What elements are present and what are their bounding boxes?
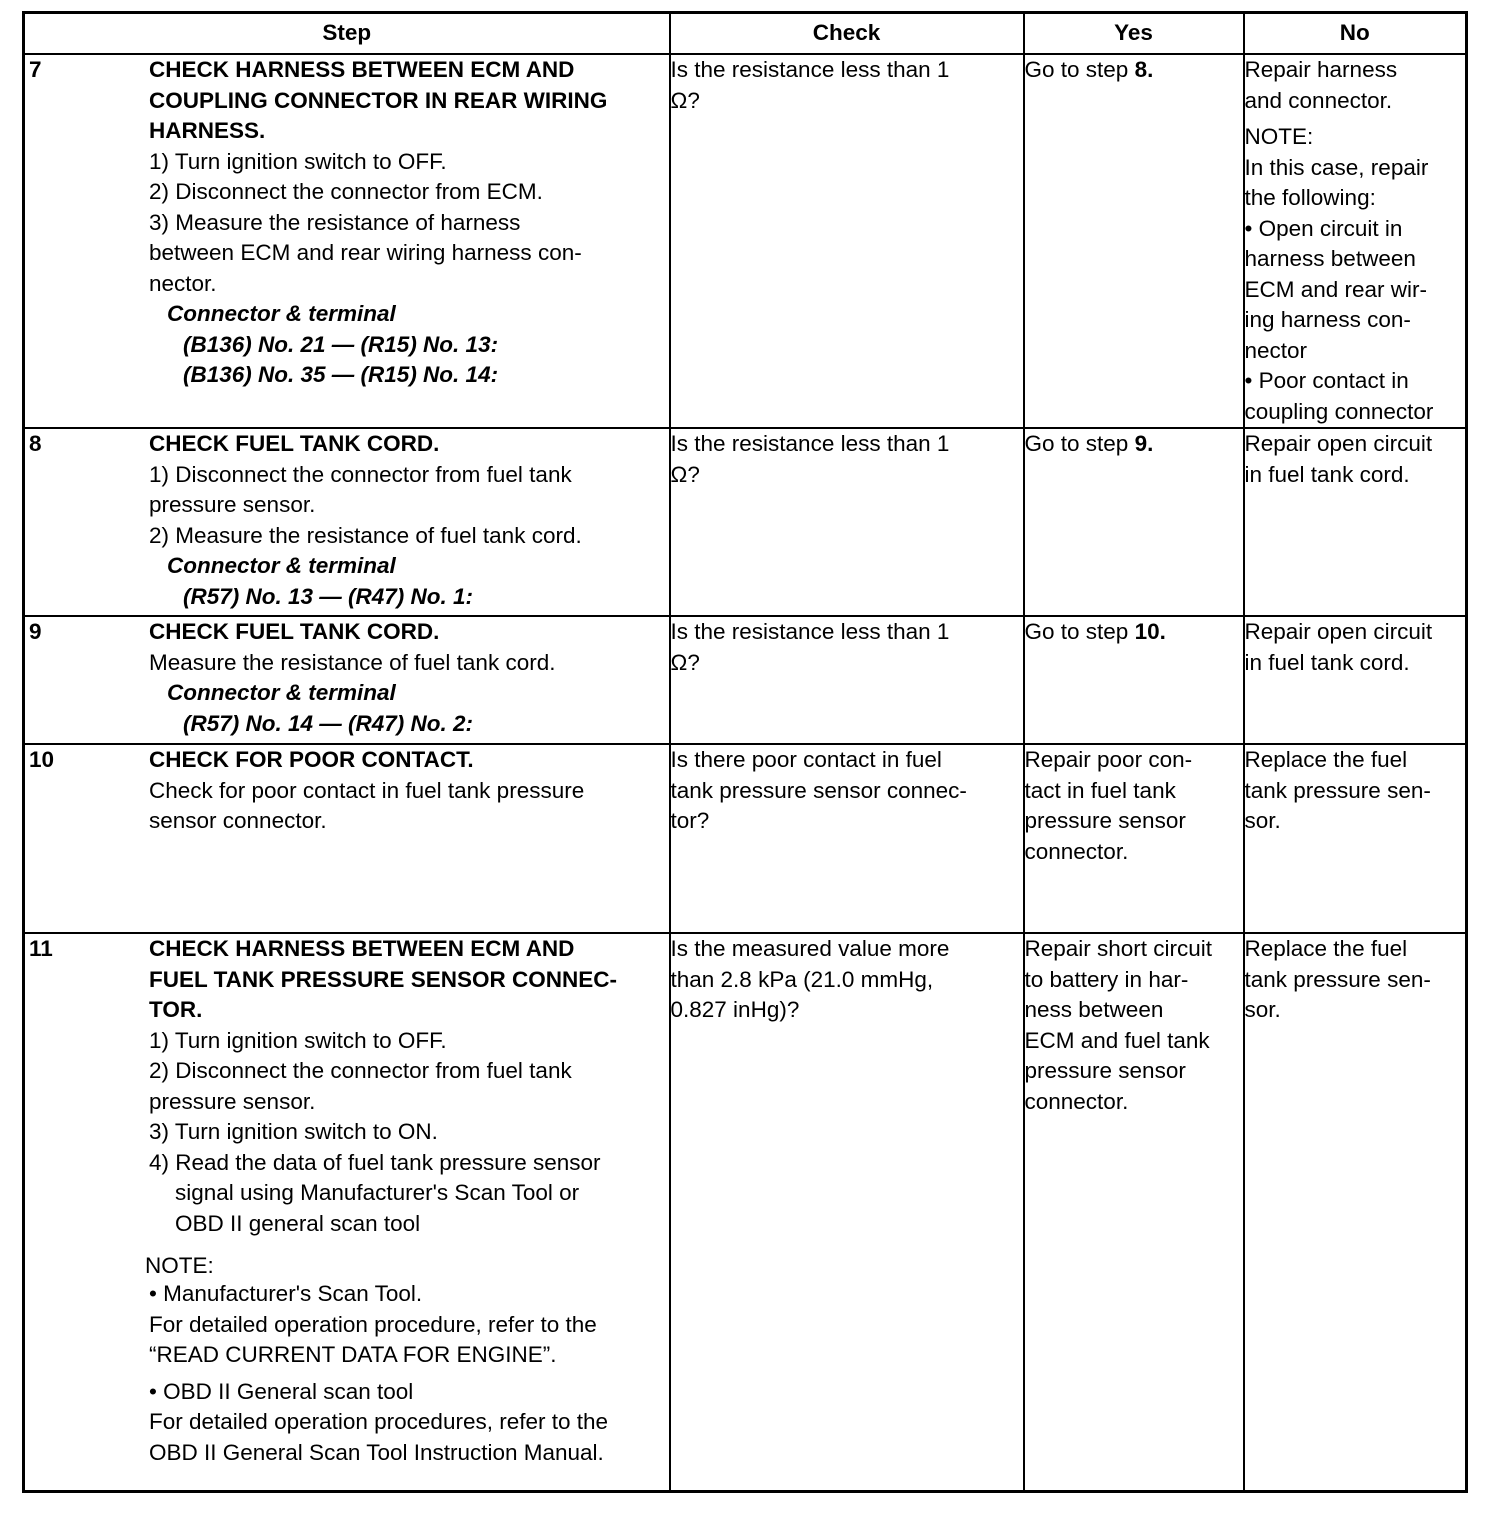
check-cell [670, 616, 1024, 744]
connector-label: Connector & terminal [167, 301, 396, 326]
yes-text: ECM and fuel tank [1024, 1027, 1210, 1053]
step-instruction: 4) Read the data of fuel tank pressure sensor [149, 1149, 601, 1175]
header-yes: Yes [1024, 13, 1244, 55]
step-instruction: 2) Disconnect the connector from ECM. [149, 179, 543, 204]
no-text: Replace the fuel [1244, 936, 1408, 961]
note-text: “READ CURRENT DATA FOR ENGINE”. [149, 1342, 557, 1367]
yes-text: connector. [1024, 1088, 1129, 1114]
no-cell [1244, 616, 1467, 744]
yes-step-ref: 9. [1134, 431, 1154, 456]
step-cell [24, 428, 670, 616]
step-number: 11 [29, 936, 53, 961]
header-row [24, 13, 1467, 55]
note-label: NOTE: [1244, 124, 1314, 149]
note-label: NOTE: [145, 1253, 214, 1278]
step-instruction: pressure sensor. [149, 492, 316, 517]
yes-text: ness between [1024, 997, 1164, 1022]
no-cell [1244, 428, 1467, 616]
step-instruction: Check for poor contact in fuel tank pressure [149, 777, 585, 803]
yes-step-ref: 10. [1134, 619, 1166, 644]
check-text: tank pressure sensor connec- [670, 777, 967, 803]
step-instruction: sensor connector. [149, 808, 327, 833]
yes-text: to battery in har- [1024, 966, 1189, 992]
step-instruction: 1) Disconnect the connector from fuel tank [149, 461, 572, 487]
step-instruction: Measure the resistance of fuel tank cord. [149, 649, 556, 675]
no-text: and connector. [1244, 87, 1393, 113]
no-text: Repair open circuit [1244, 431, 1433, 456]
check-text: Is the measured value more [670, 936, 950, 961]
connector-label: Connector & terminal [167, 553, 396, 578]
terminal-spec: (B136) No. 21 — (R15) No. 13: [183, 331, 499, 357]
check-text: tor? [670, 808, 710, 833]
no-text: tank pressure sen- [1244, 966, 1431, 992]
check-text: 0.827 inHg)? [670, 997, 800, 1022]
step-cell [24, 933, 670, 1492]
note-text: In this case, repair [1244, 154, 1429, 180]
step-title-line: CHECK HARNESS BETWEEN ECM AND [149, 936, 575, 961]
table-row [24, 54, 1467, 428]
check-text: Ω? [670, 461, 700, 487]
step-cell [24, 54, 670, 428]
step-instruction: signal using Manufacturer's Scan Tool or [175, 1180, 580, 1205]
check-cell [670, 54, 1024, 428]
step-instruction: between ECM and rear wiring harness con- [149, 240, 582, 265]
no-text: in fuel tank cord. [1244, 649, 1410, 675]
note-text: nector [1244, 337, 1308, 363]
step-title-line: HARNESS. [149, 118, 266, 143]
yes-cell [1024, 428, 1244, 616]
step-instruction: 1) Turn ignition switch to OFF. [149, 148, 447, 174]
note-text: • Poor contact in [1244, 368, 1409, 393]
yes-cell [1024, 744, 1244, 933]
check-text: Is there poor contact in fuel [670, 747, 942, 772]
check-text: Is the resistance less than 1 [670, 431, 950, 456]
step-title-line: TOR. [149, 997, 203, 1022]
step-number: 8 [29, 431, 42, 456]
step-title-line: CHECK FUEL TANK CORD. [149, 431, 440, 456]
step-number: 7 [29, 57, 42, 82]
yes-text: pressure sensor [1024, 808, 1186, 833]
yes-text: tact in fuel tank [1024, 777, 1176, 803]
no-text: in fuel tank cord. [1244, 461, 1410, 487]
header-no: No [1244, 13, 1467, 55]
note-text: • Open circuit in [1244, 215, 1403, 241]
step-instruction: pressure sensor. [149, 1088, 316, 1114]
no-text: sor. [1244, 808, 1281, 833]
yes-text: Repair short circuit [1024, 936, 1213, 961]
check-text: than 2.8 kPa (21.0 mmHg, [670, 966, 934, 992]
yes-text: Go to step [1024, 57, 1135, 82]
step-title-line: CHECK FOR POOR CONTACT. [149, 747, 474, 772]
terminal-spec: (R57) No. 14 — (R47) No. 2: [183, 710, 474, 736]
table-row [24, 744, 1467, 933]
yes-text: Go to step [1024, 619, 1135, 644]
no-text: Replace the fuel [1244, 747, 1408, 772]
step-instruction: 2) Disconnect the connector from fuel tank [149, 1058, 572, 1083]
note-text: OBD II General Scan Tool Instruction Manual. [149, 1439, 604, 1465]
check-cell [670, 428, 1024, 616]
connector-label: Connector & terminal [167, 680, 396, 705]
no-cell [1244, 933, 1467, 1492]
step-instruction: OBD II general scan tool [175, 1210, 421, 1236]
no-text: Repair open circuit [1244, 619, 1433, 644]
header-check: Check [670, 13, 1024, 55]
yes-step-ref: 8. [1134, 57, 1154, 82]
check-text: Ω? [670, 87, 700, 113]
yes-cell [1024, 933, 1244, 1492]
note-text: ing harness con- [1244, 307, 1411, 332]
no-text: Repair harness [1244, 57, 1398, 82]
table-row [24, 616, 1467, 744]
step-title-line: FUEL TANK PRESSURE SENSOR CONNEC- [149, 966, 617, 992]
note-text: For detailed operation procedure, refer to the [149, 1311, 597, 1337]
diagnostic-table [22, 11, 1468, 1493]
check-text: Is the resistance less than 1 [670, 57, 950, 82]
table-row [24, 428, 1467, 616]
step-instruction: 1) Turn ignition switch to OFF. [149, 1027, 447, 1053]
note-text: the following: [1244, 185, 1376, 210]
no-cell [1244, 744, 1467, 933]
no-text: tank pressure sen- [1244, 777, 1431, 803]
step-instruction: nector. [149, 270, 217, 296]
check-text: Is the resistance less than 1 [670, 619, 950, 644]
no-cell [1244, 54, 1467, 428]
step-number: 9 [29, 619, 42, 644]
header-step: Step [24, 13, 670, 55]
step-title-line: CHECK HARNESS BETWEEN ECM AND [149, 57, 575, 82]
yes-cell [1024, 54, 1244, 428]
check-cell [670, 744, 1024, 933]
note-text: ECM and rear wir- [1244, 276, 1428, 302]
note-text: For detailed operation procedures, refer to the [149, 1409, 609, 1434]
terminal-spec: (B136) No. 35 — (R15) No. 14: [183, 362, 499, 387]
table-row [24, 933, 1467, 1492]
terminal-spec: (R57) No. 13 — (R47) No. 1: [183, 583, 474, 609]
step-title-line: CHECK FUEL TANK CORD. [149, 619, 440, 644]
note-text: coupling connector [1244, 398, 1434, 424]
step-cell [24, 616, 670, 744]
step-cell [24, 744, 670, 933]
check-cell [670, 933, 1024, 1492]
note-text: • Manufacturer's Scan Tool. [149, 1281, 423, 1306]
step-title-line: COUPLING CONNECTOR IN REAR WIRING [149, 87, 608, 113]
yes-cell [1024, 616, 1244, 744]
check-text: Ω? [670, 649, 700, 675]
yes-text: pressure sensor [1024, 1058, 1186, 1083]
step-instruction: 3) Turn ignition switch to ON. [149, 1119, 438, 1144]
note-text: harness between [1244, 246, 1416, 271]
yes-text: Go to step [1024, 431, 1135, 456]
yes-text: Repair poor con- [1024, 747, 1193, 772]
step-instruction: 3) Measure the resistance of harness [149, 209, 521, 235]
step-instruction: 2) Measure the resistance of fuel tank cord. [149, 522, 582, 548]
yes-text: connector. [1024, 838, 1129, 864]
step-number: 10 [29, 747, 55, 772]
note-text: • OBD II General scan tool [149, 1378, 414, 1404]
no-text: sor. [1244, 997, 1281, 1022]
